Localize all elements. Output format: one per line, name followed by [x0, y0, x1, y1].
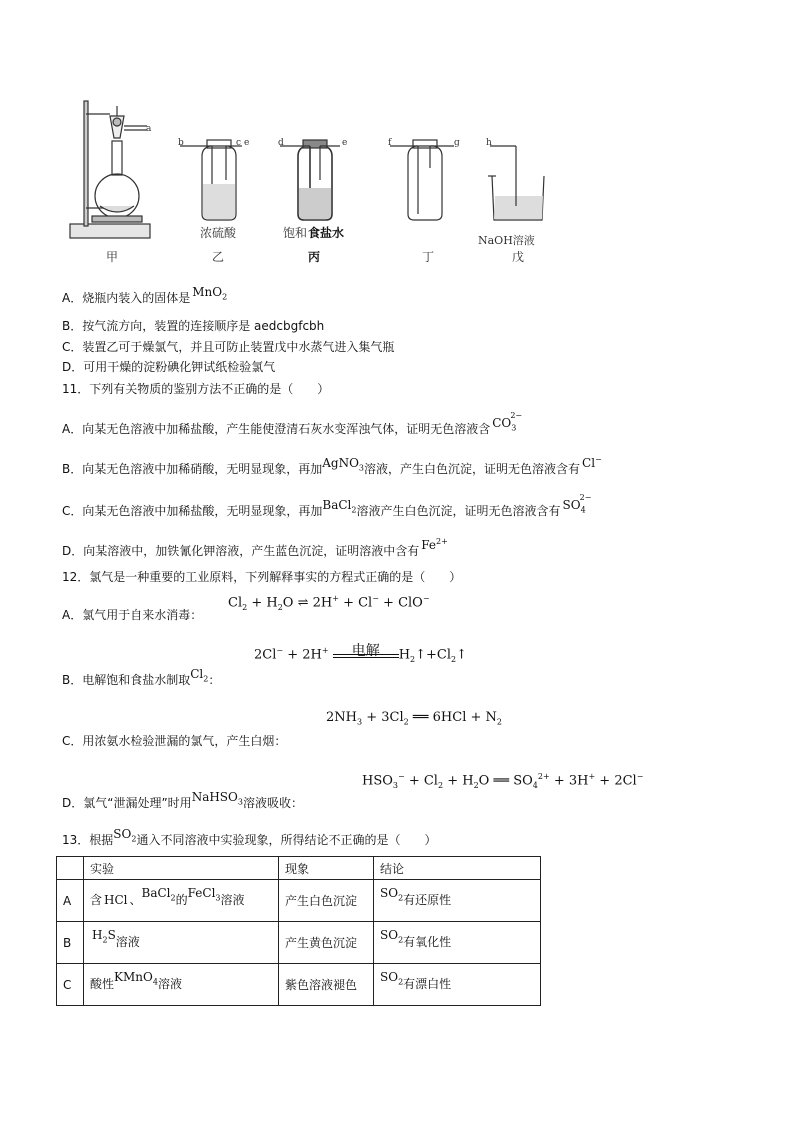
bottle-label-bing-1: 饱和 [283, 226, 308, 240]
conclusion-cell: $SO_2$有氧化性 [374, 922, 541, 964]
q11-option-d: D．向某溶液中，加铁氰化钾溶液，产生蓝色沉淀，证明溶液中含有 $Fe^{2+}$ [62, 537, 448, 558]
q12-option-b: B．电解饱和食盐水制取$Cl_2$： [62, 667, 221, 687]
caption-jia: 甲 [106, 250, 119, 264]
formula-so4: $SO_4^{2-}$ [562, 493, 592, 515]
q11-stem: 11．下列有关物质的鉴别方法不正确的是（ ） [62, 382, 330, 396]
phenomenon-cell: 产生白色沉淀 [279, 880, 374, 922]
formula-fecl3: FeCl$_3$ [187, 886, 221, 903]
conclusion-cell: $SO_2$有还原性 [374, 880, 541, 922]
caption-yi: 乙 [212, 250, 225, 264]
q10-option-a: A．烧瓶内装入的固体是 MnO$_2$ [62, 285, 228, 305]
formula-agno3: AgNO$_3$ [322, 456, 365, 473]
formula-so2: $SO_2$ [113, 827, 137, 844]
q11-option-c: C．向某无色溶液中加稀盐酸，无明显现象，再加BaCl$_2$溶液产生白色沉淀，证明无色溶液含有 $SO_4^{2-}$ [62, 500, 597, 524]
header-cell-experiment: 实验 [84, 857, 279, 880]
equation-a: $Cl_2 + H_2O$ ⇌ 2H+ + Cl− + ClO− [228, 594, 430, 612]
formula-so2: $SO_2$ [380, 928, 404, 945]
phenomenon-cell: 紫色溶液褪色 [279, 964, 374, 1006]
point-label-e-bing: e [342, 138, 348, 148]
electrolysis-condition: 电解 [351, 642, 380, 659]
formula-bacl2: BaCl$_2$ [322, 498, 357, 515]
header-cell-conclusion: 结论 [374, 857, 541, 880]
formula-mno2: MnO$_2$ [192, 285, 228, 302]
formula-co3: $CO_3^{2-}$ [492, 411, 523, 433]
formula-so2: $SO_2$ [380, 970, 404, 987]
experiment-table [56, 856, 541, 1006]
table-row [57, 880, 541, 922]
formula-bacl2: BaCl$_2$ [141, 886, 176, 903]
formula-hcl: HCl [104, 893, 128, 908]
bottle-label-yi: 浓硫酸 [200, 226, 237, 240]
formula-cl2: $Cl_2$ [190, 667, 209, 684]
equation-b: 2Cl− + 2H+ 电解 $H_2↑+Cl_2↑$ [254, 646, 467, 664]
header-cell-blank [57, 857, 84, 880]
caption-bing: 丙 [308, 250, 321, 264]
q13-stem: 13．根据$SO_2$通入不同溶液中实验现象，所得结论不正确的是（ ） [62, 827, 437, 847]
q11-option-b: B．向某无色溶液中加稀硝酸，无明显现象，再加AgNO$_3$溶液，产生白色沉淀，证明无色溶液含有 Cl− [62, 455, 602, 476]
equation-d: $HSO_3^- + Cl_2 + H_2O$ ══ $SO_4^{2+} + 3H^+ + 2Cl^-$ [362, 772, 644, 790]
formula-nahso3: NaHSO$_3$ [191, 790, 243, 807]
apparatus-bing-drawing [280, 140, 340, 220]
apparatus-jia-drawing [70, 101, 150, 238]
caption-wu: 戊 [512, 250, 525, 264]
bottle-label-bing-2: 食盐水 [308, 226, 345, 240]
q11-option-a: A．向某无色溶液中加稀盐酸，产生能使澄清石灰水变浑浊气体，证明无色溶液含 $CO_3^{2-}$ [62, 418, 528, 442]
q12-option-d: D．氯气“泄漏处理”时用NaHSO$_3$溶液吸收： [62, 790, 303, 810]
q12-option-c: C．用浓氨水检验泄漏的氯气，产生白烟： [62, 734, 287, 748]
formula-fe2: $Fe^{2+}$ [421, 537, 448, 552]
experiment-cell: $H_2S$溶液 [84, 922, 279, 964]
row-id: A [57, 880, 84, 922]
point-label-b: b [178, 138, 184, 148]
header-cell-phenomenon: 现象 [279, 857, 374, 880]
equation-c: $2NH_3 + 3Cl_2$ ══ $6HCl + N_2$ [326, 710, 502, 727]
bottle-label-wu: NaOH溶液 [478, 234, 535, 247]
point-label-d: d [278, 138, 284, 148]
point-label-e-yi: e [244, 138, 250, 148]
q10-option-c: C．装置乙可于燥氯气，并且可防止装置戊中水蒸气进入集气瓶 [62, 340, 395, 354]
row-id: B [57, 922, 84, 964]
formula-so2: $SO_2$ [380, 886, 404, 903]
apparatus-yi-drawing [180, 140, 242, 220]
apparatus-wu-drawing [488, 146, 544, 220]
point-label-g: g [454, 138, 460, 148]
point-label-a: a [146, 124, 152, 134]
table-row [57, 964, 541, 1006]
experiment-cell: 含 HCl 、BaCl$_2$的FeCl$_3$溶液 [84, 880, 279, 922]
q12-stem: 12．氯气是一种重要的工业原料，下列解释事实的方程式正确的是（ ） [62, 570, 462, 584]
conclusion-cell: $SO_2$有漂白性 [374, 964, 541, 1006]
point-label-h: h [486, 138, 492, 148]
caption-ding: 丁 [422, 250, 435, 264]
formula-h2s: $H_2S$ [92, 928, 116, 945]
row-id: C [57, 964, 84, 1006]
formula-kmno4: KMnO$_4$ [114, 970, 158, 987]
table-row [57, 922, 541, 964]
table-header-row [57, 857, 541, 880]
formula-cl-ion: Cl− [582, 455, 602, 470]
point-label-c: c [236, 138, 242, 148]
q10-option-d: D．可用干燥的淀粉碘化钾试纸检验氯气 [62, 360, 276, 374]
point-label-f: f [388, 138, 392, 148]
electrolysis-arrow [333, 642, 399, 664]
phenomenon-cell: 产生黄色沉淀 [279, 922, 374, 964]
q10-option-b: B．按气流方向，装置的连接顺序是 aedcbgfcbh [62, 319, 325, 333]
q12-option-a: A．氯气用于自来水消毒： [62, 608, 203, 622]
apparatus-ding-drawing [390, 140, 454, 220]
experiment-cell: 酸性KMnO$_4$溶液 [84, 964, 279, 1006]
